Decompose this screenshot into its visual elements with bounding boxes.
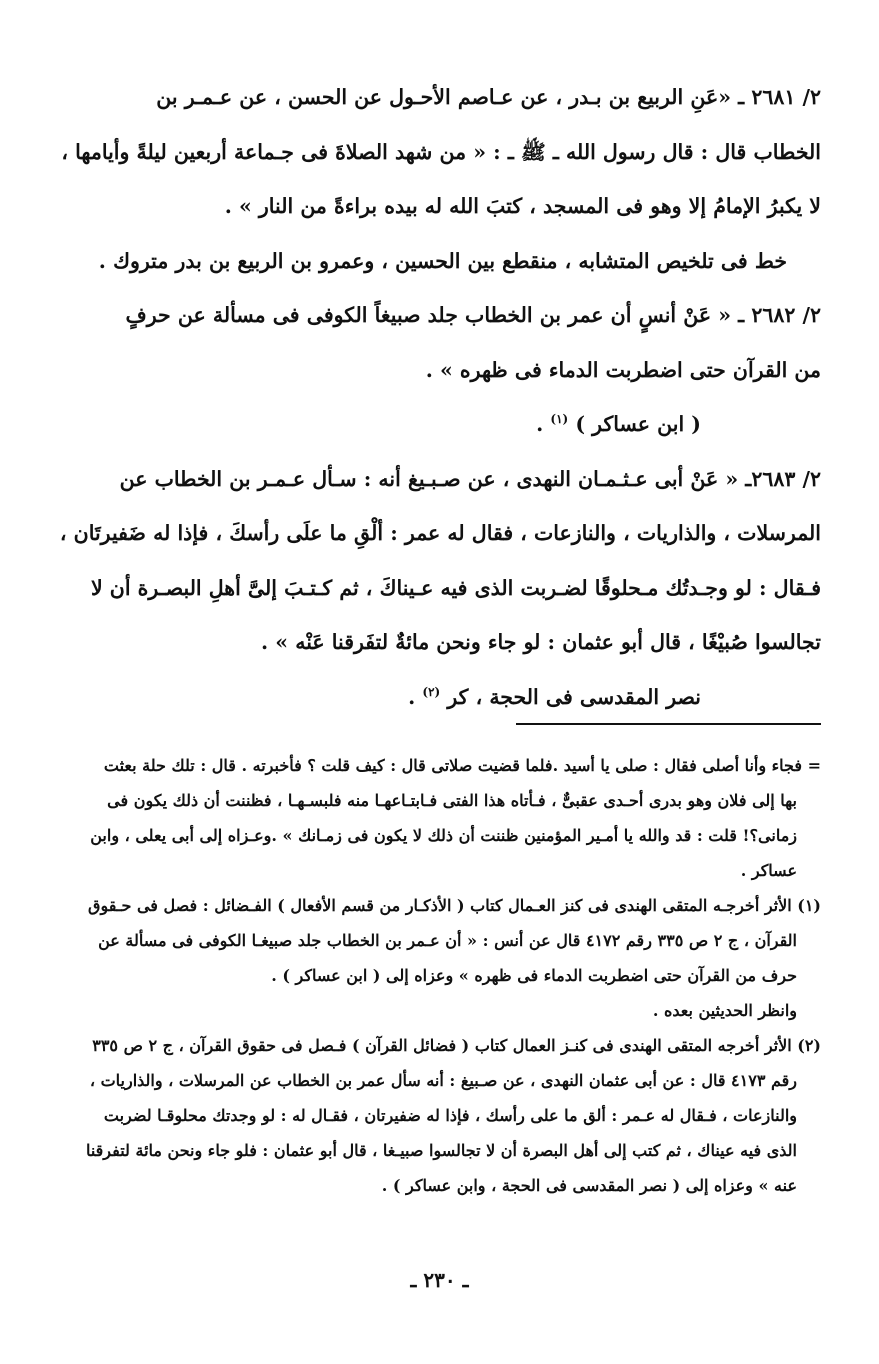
- hadith-2683-source-end: .: [408, 684, 423, 709]
- hadith-2682-source: [58, 397, 821, 452]
- footnote-1-line-2: القرآن ، ج ٢ ص ٣٣٥ رقم ٤١٧٢ قال عن أنس : « أن عـمر بن الخطاب جلد صبيغـا الكوفى فى مسألة عن: [98, 931, 797, 950]
- hadith-2683-source: [58, 670, 821, 725]
- footnote-2-line-4: الذى فيه عيناك ، ثم كتب إلى أهل البصرة أن لا تجالسوا صبيـغا ، قال أبو عثمان : فلو جاء ونحن مائة لتفرقنا: [85, 1141, 797, 1160]
- footnote-2-line-1: (٢) الأثر أخرجه المتقى الهندى فى كنـز العمال كتاب ( فضائل القرآن ) فـصل فى حقوق القرآن ، ج ٢ ص ٣٣٥: [92, 1036, 821, 1055]
- footnote-continuation-line-1: = فجاء وأنا أصلى فقال : صلى يا أسيد .فلما قضيت صلاتى قال : كيف قلت ؟ فأخبرته . قال : تلك حلة بعثت: [103, 756, 821, 775]
- footnote-ref-1: (١): [550, 412, 569, 427]
- hadith-2682: [58, 288, 821, 397]
- footnote-2-line-5: عنه » وعزاه إلى ( نصر المقدسى فى الحجة ، وابن عساكر ) .: [381, 1176, 797, 1195]
- hadith-2682-source-text: ( ابن عساكر ): [575, 412, 701, 436]
- hadith-2681-line-3: لا يكبرُ الإمامُ إلا وهو فى المسجد ، كتبَ الله له بيده براءةً من النار » .: [224, 194, 821, 218]
- footnote-ref-2: (٢): [422, 684, 441, 699]
- hadith-2682-source-end: .: [536, 412, 551, 436]
- footnote-2-line-2: رقم ٤١٧٣ قال : عن أبى عثمان النهدى ، عن صـبيغ : أنه سأل عمر بن الخطاب عن المرسلات ، والذاريات ،: [89, 1071, 797, 1090]
- footnotes: [58, 748, 821, 1203]
- hadith-2681-source: خط فى تلخيص المتشابه ، منقطع بين الحسين ، وعمرو بن الربيع بن بدر متروك .: [98, 248, 787, 273]
- hadith-2681-line-1: ٢/ ٢٦٨١ ـ «عَنِ الربيع بن بـدر ، عن عـاصم الأحـول عن الحسن ، عن عـمـر بن: [156, 85, 821, 109]
- hadith-2683-line-3: فـقال : لو وجـدتُك مـحلوقًا لضـربت الذى فيه عـيناكَ ، ثم كـتـبَ إلىَّ أهلِ البصـرة أن لا: [90, 575, 821, 600]
- footnote-continuation-line-3: زمانى؟! قلت : قد والله يا أمـير المؤمنين ظننت أن ذلك لا يكون فى زمـانك » .وعـزاه إلى أبى يعلى ، وابن: [90, 826, 797, 845]
- hadith-2683: [58, 452, 821, 670]
- footnote-continuation: [58, 748, 821, 888]
- hadith-2682-line-2: من القرآن حتى اضطربت الدماء فى ظهره » .: [425, 357, 821, 382]
- footnote-1-line-4: وانظر الحديثين بعده .: [652, 1001, 797, 1020]
- main-text: [58, 70, 821, 724]
- hadith-2683-line-4: تجالسوا صُبيْغًا ، قال أبو عثمان : لو جاء ونحن مائةٌ لتفَرقنا عَنْه » .: [261, 630, 821, 654]
- footnote-2-line-3: والنازعات ، فـقال له عـمر : ألق ما على رأسك ، فإذا له ضفيرتان ، فقـال له : لو وجدتك محلوقـا لضربت: [103, 1106, 797, 1125]
- footnote-1-line-1: (١) الأثر أخرجـه المتقى الهندى فى كنز العـمال كتاب ( الأذكـار من قسم الأفعال ) الفـضائل : فصل فى حـقوق: [88, 896, 821, 915]
- footnote-continuation-line-4: عساكر .: [740, 861, 797, 880]
- hadith-2683-source-text: نصر المقدسى فى الحجة ، كر: [447, 684, 701, 709]
- page-number: ـ ٢٣٠ ـ: [410, 1268, 469, 1292]
- footnote-1: [58, 888, 821, 1028]
- hadith-2683-line-1: ٢/ ٢٦٨٣ـ « عَنْ أبى عـثـمـان النهدى ، عن صـبـيغ أنه : سـأل عـمـر بن الخطاب عن: [119, 466, 821, 491]
- footnote-1-line-3: حرف من القرآن حتى اضطربت الدماء فى ظهره » وعزاه إلى ( ابن عساكر ) .: [271, 966, 797, 985]
- footnote-continuation-line-2: بها إلى فلان وهو بدرى أحـدى عقبىٌّ ، فـأتاه هذا الفتى فـابتـاعهـا منه فلبسـهـا ، فظننت أن ذلك يكون فى: [107, 791, 797, 810]
- footnote-2: [58, 1028, 821, 1203]
- hadith-2682-line-1: ٢/ ٢٦٨٢ ـ « عَنْ أنسٍ أن عمر بن الخطاب جلد صبيغاً الكوفى فى مسألة عن حرفٍ: [125, 303, 821, 327]
- footnote-divider: [516, 723, 821, 725]
- hadith-2681: [58, 70, 821, 234]
- hadith-2683-line-2: المرسلات ، والذاريات ، والنازعات ، فقال له عمر : ألْقِ ما علَى رأسكَ ، فإذا له ضَفيرتَان ،: [59, 521, 821, 545]
- hadith-2681-line-2: الخطاب قال : قال رسول الله ـ ﷺ ـ : « من شهد الصلاةَ فى جـماعة أربعين ليلةً وأيامها ،: [61, 139, 821, 164]
